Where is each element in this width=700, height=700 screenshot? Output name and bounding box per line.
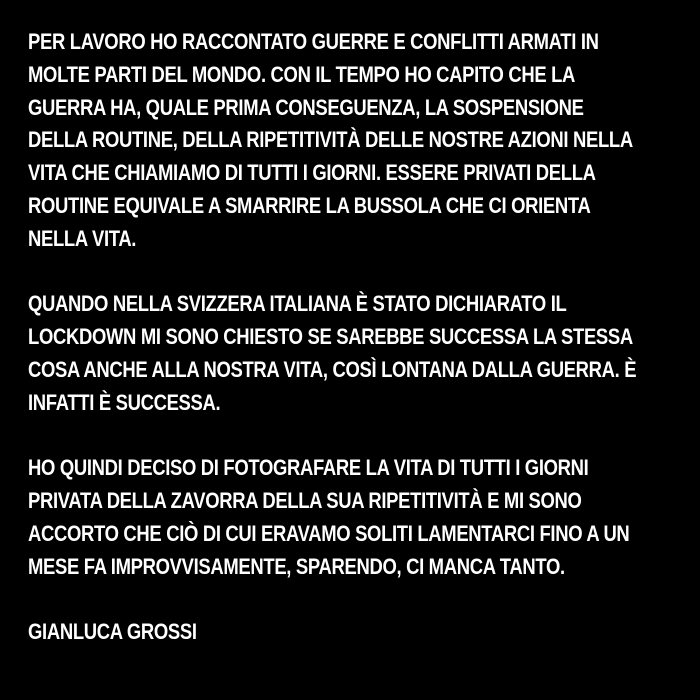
text-line: NELLA VITA. [28, 225, 137, 251]
text-line: COSA ANCHE ALLA NOSTRA VITA, COSÌ LONTANA DALLA GUERRA. È [28, 356, 637, 382]
paragraph-lockdown [28, 288, 637, 419]
text-line: GUERRA HA, QUALE PRIMA CONSEGUENZA, LA SOSPENSIONE [28, 94, 584, 120]
paragraph-spacer [28, 584, 561, 617]
text-line: ACCORTO CHE CIÒ DI CUI ERAVAMO SOLITI LAMENTARCI FINO A UN [28, 520, 630, 546]
text-line: MESE FA IMPROVVISAMENTE, SPARENDO, CI MANCA TANTO. [28, 553, 565, 579]
paragraph-photography [28, 452, 630, 583]
paragraph-spacer [28, 420, 561, 453]
statement-text [28, 26, 637, 649]
text-line: ROUTINE EQUIVALE A SMARRIRE LA BUSSOLA CHE CI ORIENTA [28, 192, 591, 218]
text-line: HO QUINDI DECISO DI FOTOGRAFARE LA VITA DI TUTTI I GIORNI [28, 455, 589, 481]
paragraph-war-reporting [28, 26, 633, 256]
text-line: PER LAVORO HO RACCONTATO GUERRE E CONFLITTI ARMATI IN [28, 29, 599, 54]
text-line: VITA CHE CHIAMIAMO DI TUTTI I GIORNI. ESSERE PRIVATI DELLA [28, 160, 596, 186]
text-line: DELLA ROUTINE, DELLA RIPETITIVITÀ DELLE NOSTRE AZIONI NELLA [28, 127, 633, 153]
paragraph-spacer [28, 256, 561, 289]
text-line: PRIVATA DELLA ZAVORRA DELLA SUA RIPETITIVITÀ E MI SONO [28, 488, 582, 514]
text-line: INFATTI È SUCCESSA. [28, 389, 221, 415]
text-line: QUANDO NELLA SVIZZERA ITALIANA È STATO DICHIARATO IL [28, 291, 567, 317]
text-line: MOLTE PARTI DEL MONDO. CON IL TEMPO HO CAPITO CHE LA [28, 61, 576, 87]
text-line: LOCKDOWN MI SONO CHIESTO SE SAREBBE SUCCESSA LA STESSA [28, 324, 633, 350]
author-signature: GIANLUCA GROSSI [28, 619, 197, 645]
